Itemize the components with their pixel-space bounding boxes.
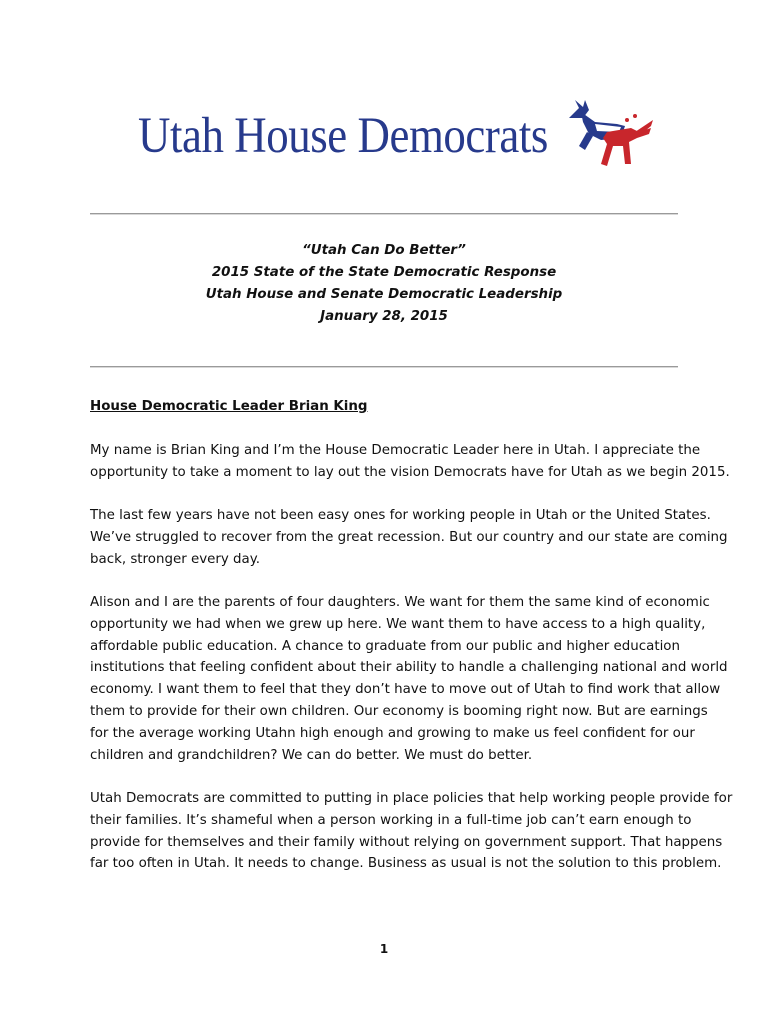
paragraph-line: children and grandchildren? We can do better. We must do better. bbox=[90, 747, 533, 763]
paragraph-line: provide for themselves and their family without relying on government support. That happens bbox=[90, 834, 723, 850]
paragraph-line: institutions that feeling confident about their ability to handle a challenging national and world bbox=[90, 660, 728, 676]
paragraph-line: for the average working Utahn high enough and growing to make us feel confident for our bbox=[90, 725, 695, 741]
paragraph-line: back, stronger every day. bbox=[90, 551, 261, 567]
paragraph bbox=[90, 788, 733, 875]
bottom-divider bbox=[90, 366, 678, 368]
speech-presenters: Utah House and Senate Democratic Leadership bbox=[205, 287, 563, 302]
logo-text: Utah House Democrats bbox=[138, 108, 548, 164]
paragraph-line: economy. I want them to feel that they don’t have to move out of Utah to find work that allow bbox=[90, 682, 721, 698]
top-divider bbox=[90, 213, 678, 215]
paragraph-line: We’ve struggled to recover from the great recession. But our country and our state are coming bbox=[90, 529, 728, 545]
title-block bbox=[90, 240, 678, 328]
paragraph-line: My name is Brian King and I’m the House Democratic Leader here in Utah. I appreciate the bbox=[90, 443, 701, 458]
utah-house-democrats-logo bbox=[130, 98, 630, 178]
paragraph-line: their families. It’s shameful when a person working in a full-time job can’t earn enough to bbox=[90, 812, 692, 828]
paragraph-line: Alison and I are the parents of four daughters. We want for them the same kind of economic bbox=[90, 595, 710, 610]
paragraph-line: affordable public education. A chance to graduate from our public and higher education bbox=[90, 638, 680, 654]
section-heading: House Democratic Leader Brian King bbox=[90, 399, 368, 414]
speech-subtitle: 2015 State of the State Democratic Response bbox=[211, 265, 557, 280]
paragraph-line: Utah Democrats are committed to putting in place policies that help working people provide for bbox=[90, 791, 733, 806]
paragraph-line: opportunity we had when we grew up here. We want them to have access to a high quality, bbox=[90, 616, 706, 632]
paragraph-line: opportunity to take a moment to lay out the vision Democrats have for Utah as we begin 2015. bbox=[90, 464, 730, 480]
speech-title: “Utah Can Do Better” bbox=[302, 243, 466, 258]
paragraph-line: far too often in Utah. It needs to change. Business as usual is not the solution to this problem. bbox=[90, 856, 722, 872]
paragraph bbox=[90, 592, 728, 766]
paragraph-line: The last few years have not been easy ones for working people in Utah or the United States. bbox=[90, 508, 711, 523]
paragraph-line: them to provide for their own children. Our economy is booming right now. But are earnings bbox=[90, 703, 708, 719]
speech-date: January 28, 2015 bbox=[320, 309, 448, 324]
page-number: 1 bbox=[379, 942, 389, 956]
donkey-icon bbox=[565, 98, 655, 173]
paragraph bbox=[90, 505, 728, 570]
paragraph bbox=[90, 440, 730, 484]
